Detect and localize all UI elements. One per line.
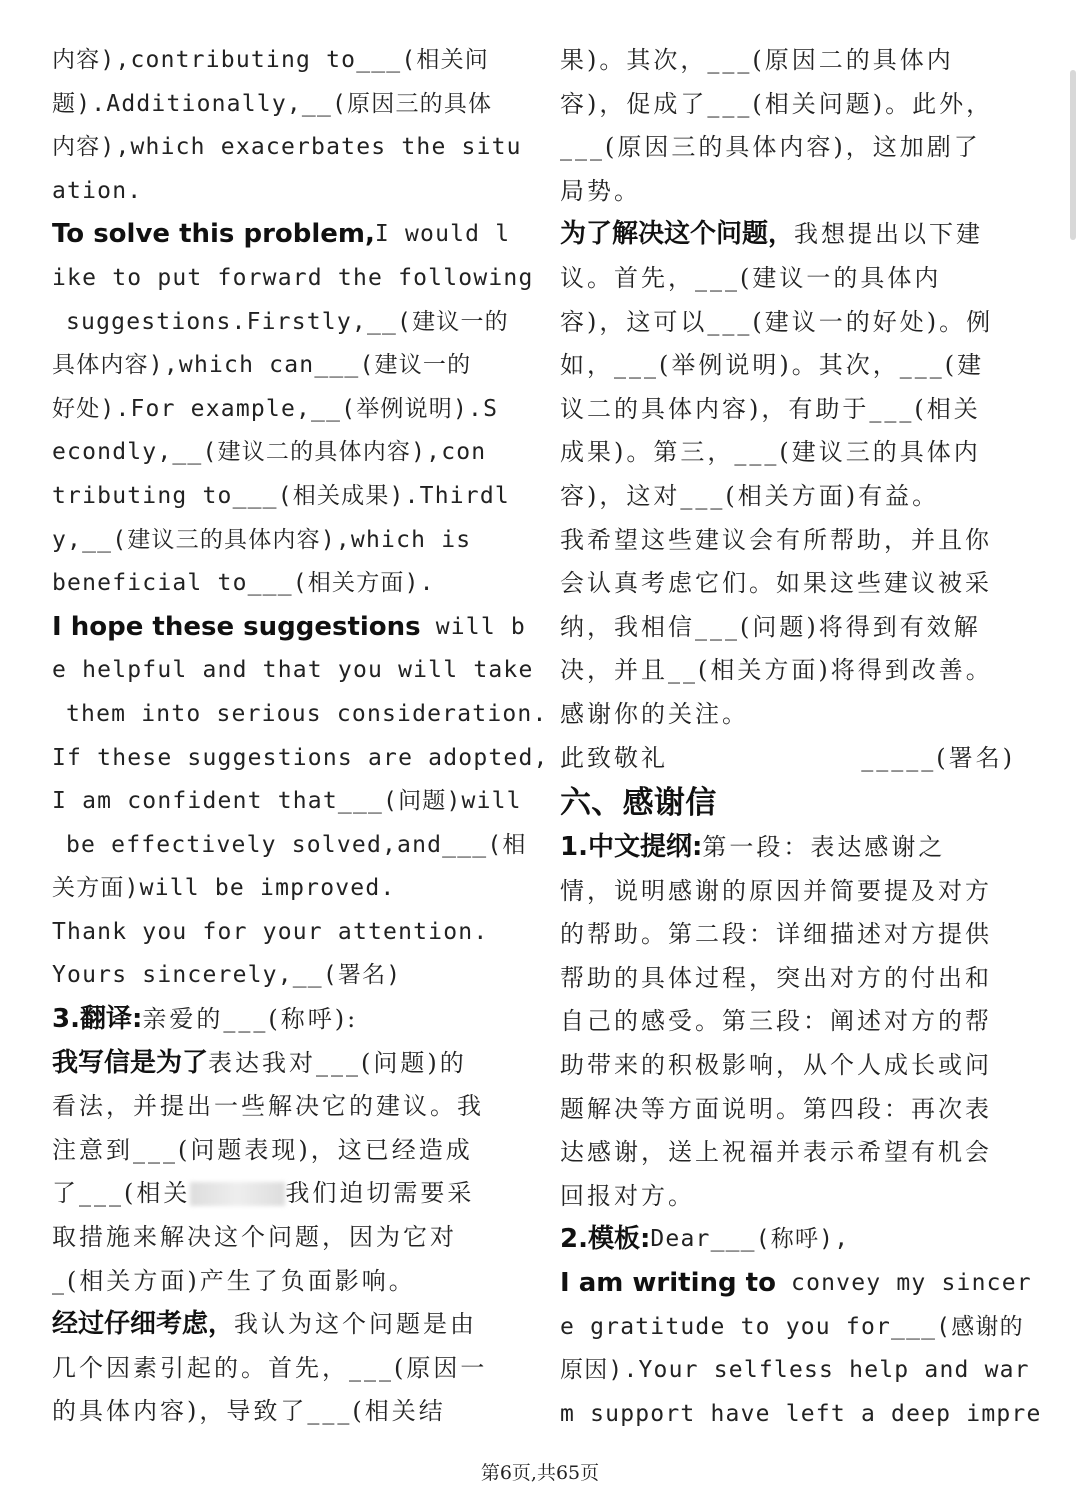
line-text: 题解决等方面说明。第四段：再次表 bbox=[560, 1094, 992, 1123]
line-text: Yours sincerely,__(署名) bbox=[52, 962, 402, 989]
text-line bbox=[560, 431, 1035, 475]
line-text: ike to put forward the following bbox=[52, 264, 534, 291]
text-line bbox=[560, 1088, 1035, 1132]
text-line bbox=[560, 1393, 1042, 1437]
text-line bbox=[52, 126, 528, 170]
text-line bbox=[52, 998, 528, 1042]
text-line bbox=[560, 170, 1035, 214]
line-text: 好处).For example,__(举例说明).S bbox=[52, 395, 499, 422]
line-text: _____(署名) bbox=[861, 743, 1015, 772]
bold-lead: 为了解决这个问题， bbox=[560, 219, 795, 250]
text-line bbox=[560, 388, 1035, 432]
line-text: 会认真考虑它们。如果这些建议被采 bbox=[560, 569, 992, 598]
text-line bbox=[52, 606, 528, 650]
text-line bbox=[52, 431, 528, 475]
line-text: 此致敬礼 bbox=[560, 743, 668, 772]
line-text: 表达我对___(问题)的 bbox=[208, 1048, 467, 1077]
line-text: 容)，促成了___(相关问题)。此外， bbox=[560, 89, 994, 118]
line-text: 帮助的具体过程，突出对方的付出和 bbox=[560, 963, 992, 992]
line-text: 成果)。第三，___(建议三的具体内 bbox=[560, 438, 981, 467]
line-text: will b bbox=[420, 613, 526, 640]
bold-lead: To solve this problem, bbox=[52, 219, 375, 250]
line-text: 议二的具体内容)，有助于___(相关 bbox=[560, 394, 981, 423]
text-line bbox=[560, 126, 1035, 170]
line-text: 助带来的积极影响，从个人成长或问 bbox=[560, 1051, 992, 1080]
bold-lead: 3.翻译: bbox=[52, 1004, 143, 1035]
text-line bbox=[52, 301, 528, 345]
bold-lead: I hope these suggestions bbox=[52, 611, 421, 642]
right-column bbox=[560, 39, 1042, 1436]
text-line bbox=[560, 913, 1035, 957]
text-line bbox=[52, 475, 528, 519]
text-line bbox=[52, 344, 528, 388]
line-text: 题).Additionally,__(原因三的具体 bbox=[52, 90, 493, 117]
line-text: suggestions.Firstly,__(建议一的 bbox=[66, 308, 509, 335]
line-text: m support have left a deep impre bbox=[560, 1400, 1042, 1427]
bold-lead: 经过仔细考虑， bbox=[52, 1309, 235, 1340]
text-line bbox=[560, 606, 1035, 650]
text-line bbox=[52, 257, 534, 301]
line-text: I would l bbox=[374, 221, 511, 248]
text-line bbox=[560, 826, 1035, 870]
text-line bbox=[52, 693, 548, 737]
line-text: 亲爱的___(称呼): bbox=[142, 1005, 359, 1034]
line-text: 情，说明感谢的原因并简要提及对方 bbox=[560, 876, 992, 905]
line-text: 我想提出以下建 bbox=[794, 220, 984, 249]
text-line bbox=[560, 870, 1035, 914]
text-line bbox=[52, 780, 528, 824]
text-line bbox=[560, 1349, 1035, 1393]
line-text: I am confident that___(问题)will bbox=[52, 788, 522, 815]
line-text: 我认为这个问题是由 bbox=[234, 1310, 478, 1339]
line-text: 关方面)will be improved. bbox=[52, 875, 396, 902]
bold-lead: I am writing to bbox=[560, 1268, 776, 1299]
text-line bbox=[52, 1260, 528, 1304]
text-line bbox=[560, 519, 1035, 563]
line-text: 自己的感受。第三段：阐述对方的帮 bbox=[560, 1007, 992, 1036]
page-footer: 第6页,共65页 bbox=[480, 1462, 600, 1484]
line-text: 内容),contributing to___(相关问 bbox=[52, 47, 489, 73]
line-text: 容)，这可以___(建议一的好处)。例 bbox=[560, 307, 994, 336]
line-text: econdly,__(建议二的具体内容),con bbox=[52, 439, 487, 466]
left-column bbox=[52, 39, 549, 1434]
text-line bbox=[560, 1000, 1035, 1044]
line-text: 内容),which exacerbates the situ bbox=[52, 134, 522, 161]
text-line bbox=[52, 170, 528, 214]
line-text: 我希望这些建议会有所帮助，并且你 bbox=[560, 525, 992, 554]
text-line bbox=[560, 301, 1035, 345]
text-line bbox=[560, 957, 1035, 1001]
text-line bbox=[560, 213, 1035, 257]
line-text: 回报对方。 bbox=[560, 1181, 695, 1210]
scrollbar[interactable] bbox=[1070, 70, 1076, 240]
text-line bbox=[52, 1172, 528, 1216]
line-text: e helpful and that you will take bbox=[52, 657, 534, 684]
line-text: 了___(相关 bbox=[52, 1179, 191, 1208]
text-line bbox=[560, 1131, 1035, 1175]
text-line bbox=[560, 39, 1035, 83]
line-text: e gratitude to you for___(感谢的 bbox=[560, 1313, 1024, 1340]
line-text: 感谢你的关注。 bbox=[560, 699, 749, 728]
text-line bbox=[52, 39, 528, 83]
text-line bbox=[52, 1347, 528, 1391]
text-line bbox=[560, 1175, 1035, 1219]
line-text: 容)，这对___(相关方面)有益。 bbox=[560, 481, 940, 510]
line-text: convey my sincer bbox=[775, 1270, 1032, 1297]
line-text: 纳，我相信___(问题)将得到有效解 bbox=[560, 612, 981, 641]
line-text: 如，___(举例说明)。其次，___(建 bbox=[560, 351, 985, 380]
text-line bbox=[560, 1044, 1035, 1088]
text-line bbox=[560, 475, 1035, 519]
text-line bbox=[52, 824, 528, 868]
line-text: be effectively solved,and___(相 bbox=[66, 831, 527, 858]
text-line bbox=[560, 1262, 1035, 1306]
text-line bbox=[52, 911, 528, 955]
line-text: tributing to___(相关成果).Thirdl bbox=[52, 482, 510, 509]
line-text: 第一段：表达感谢之 bbox=[702, 833, 946, 862]
text-line bbox=[52, 1303, 528, 1347]
line-text: 议。首先，___(建议一的具体内 bbox=[560, 263, 942, 292]
text-line bbox=[52, 954, 528, 998]
bold-lead: 我写信是为了 bbox=[52, 1047, 209, 1078]
redacted-region bbox=[190, 1182, 285, 1206]
text-line bbox=[560, 649, 1035, 693]
line-text: 几个因素引起的。首先，___(原因一 bbox=[52, 1353, 488, 1382]
line-text: Thank you for your attention. bbox=[52, 918, 489, 945]
text-line bbox=[52, 737, 549, 781]
line-text: 原因).Your selfless help and war bbox=[560, 1357, 1030, 1384]
line-text: y,__(建议三的具体内容),which is bbox=[52, 526, 472, 553]
line-text: 具体内容),which can___(建议一的 bbox=[52, 352, 472, 379]
text-line bbox=[560, 344, 1035, 388]
line-text: them into serious consideration. bbox=[66, 700, 548, 727]
text-line bbox=[560, 562, 1035, 606]
line-text: ___(原因三的具体内容)，这加剧了 bbox=[560, 133, 981, 162]
text-line bbox=[52, 519, 528, 563]
line-text: _(相关方面)产生了负面影响。 bbox=[52, 1266, 416, 1295]
bold-lead: 1.中文提纲: bbox=[560, 832, 703, 863]
text-line bbox=[52, 1216, 528, 1260]
text-line bbox=[52, 649, 534, 693]
line-text: 注意到___(问题表现)，这已经造成 bbox=[52, 1135, 473, 1164]
line-text: 取措施来解决这个问题，因为它对 bbox=[52, 1223, 457, 1252]
text-line bbox=[52, 1085, 528, 1129]
text-line bbox=[52, 213, 528, 257]
line-text: ation. bbox=[52, 177, 143, 204]
text-line bbox=[52, 867, 528, 911]
text-line bbox=[560, 1218, 1035, 1262]
line-text: If these suggestions are adopted, bbox=[52, 744, 549, 771]
text-line bbox=[560, 1306, 1035, 1350]
line-text: 看法，并提出一些解决它的建议。我 bbox=[52, 1092, 484, 1121]
line-text: 达感谢，送上祝福并表示希望有机会 bbox=[560, 1138, 992, 1167]
text-line bbox=[560, 83, 1035, 127]
line-text: Dear___(称呼), bbox=[650, 1226, 850, 1253]
text-line bbox=[52, 1390, 528, 1434]
line-text: beneficial to___(相关方面). bbox=[52, 570, 435, 597]
text-line bbox=[560, 257, 1035, 301]
line-text: 我们迫切需要采 bbox=[285, 1179, 475, 1208]
text-line bbox=[52, 562, 528, 606]
text-line bbox=[52, 83, 528, 127]
text-line bbox=[560, 737, 1035, 781]
bold-lead: 2.模板: bbox=[560, 1224, 651, 1255]
text-line bbox=[560, 693, 1035, 737]
line-text: 的具体内容)，导致了___(相关结 bbox=[52, 1397, 446, 1426]
text-line bbox=[52, 388, 528, 432]
line-text: 局势。 bbox=[560, 176, 641, 205]
text-line bbox=[52, 1129, 528, 1173]
line-text: 决，并且__(相关方面)将得到改善。 bbox=[560, 656, 993, 685]
line-text: 果)。其次，___(原因二的具体内 bbox=[560, 46, 954, 74]
section-heading: 六、感谢信 bbox=[560, 785, 717, 822]
line-text: 的帮助。第二段：详细描述对方提供 bbox=[560, 920, 992, 949]
text-line bbox=[52, 1042, 528, 1086]
